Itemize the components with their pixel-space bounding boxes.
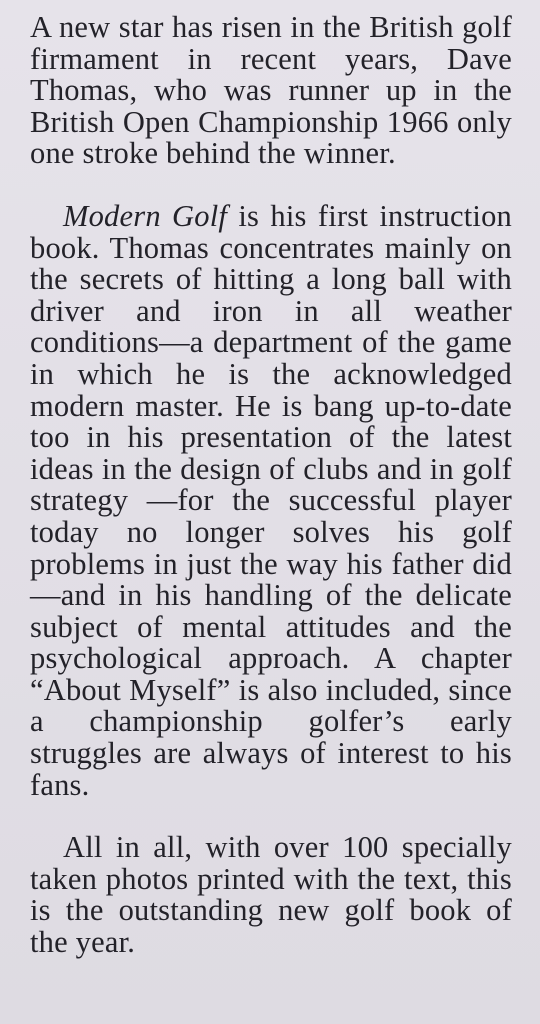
paragraph-book-description-text: is his first instruction book. Thomas concentrates mainly on the secrets of hitting a long ball with driver and iron in all weather conditions—a department of the game in which he is the acknowledged modern master. He is bang up-to-date too in his presentation of the latest ideas in the design of clubs and in golf strategy —for the successful player today no longer solves his golf problems in just the way his father did—and in his handling of the delicate subject of mental attitudes and the psychological approach. A chapter “About Myself” is also included, since a championship golfer’s early struggles are always of interest to his fans. (30, 198, 512, 802)
paragraph-gap (30, 801, 512, 832)
paragraph-intro-text: A new star has risen in the British golf firmament in recent years, Dave Thomas, who was runner up in the British Open Championship 1966 only one stroke behind the winner. (30, 10, 512, 171)
paragraph-book-description (30, 198, 512, 802)
paragraph-intro (30, 12, 512, 170)
paragraph-conclusion-text: All in all, with over 100 specially taken photos printed with the text, this is the outstanding new golf book of the year. (30, 830, 512, 960)
paragraph-conclusion (30, 832, 512, 958)
book-title: Modern Golf (63, 198, 228, 233)
paragraph-gap (30, 170, 512, 201)
